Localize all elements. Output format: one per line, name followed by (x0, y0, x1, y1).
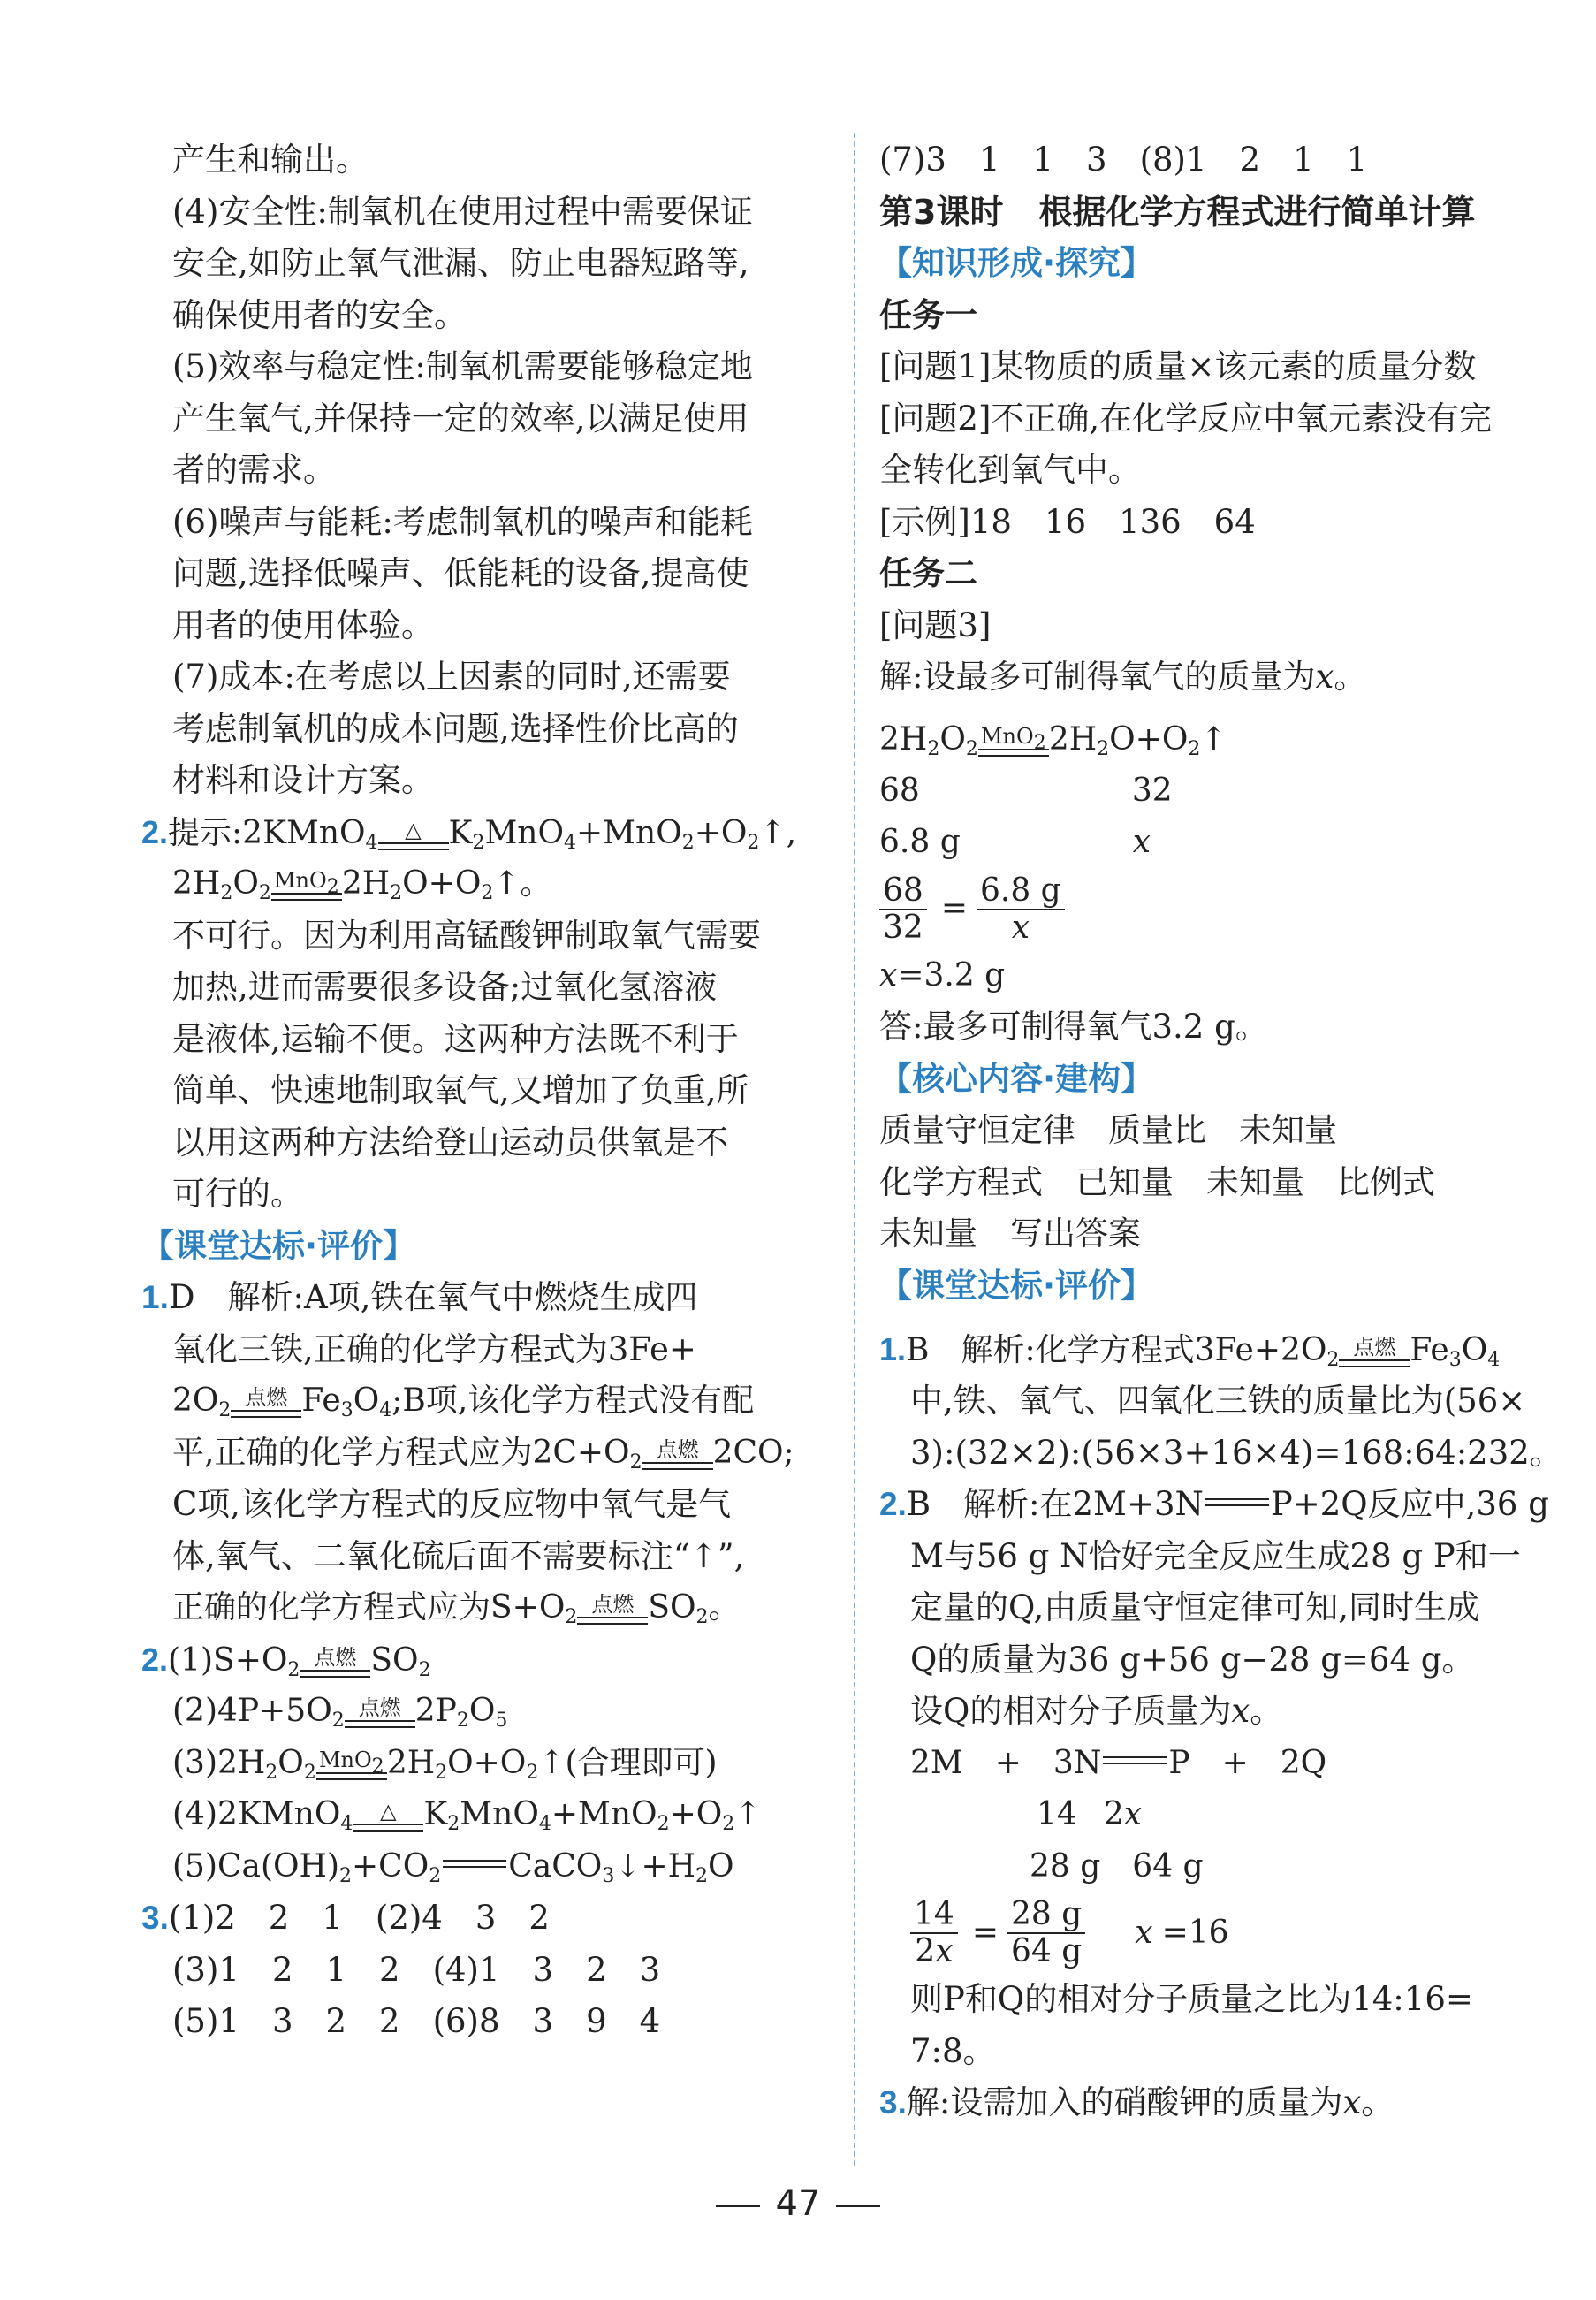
text-line: 产生氧气,并保持一定的效率,以满足使用 (172, 399, 749, 438)
answer-2-eq-2: $(2)4P+5O_2$ 点燃 $2P_2O_5$ (172, 1693, 508, 1732)
answer-3-line: 3.(1)2 2 1 (2)4 3 2 (141, 1899, 550, 1937)
text-line: 质量守恒定律 质量比 未知量 (879, 1111, 1337, 1149)
text-line: 中,铁、氧气、四氧化三铁的质量比为(56× (910, 1382, 1526, 1420)
text-line: 问题,选择低噪声、低能耗的设备,提高使 (172, 554, 749, 592)
section-heading: 【核心内容·建构】 (879, 1059, 1154, 1098)
text-line: [问题2]不正确,在化学反应中氧元素没有完 (879, 399, 1493, 438)
text-line: 氧化三铁,正确的化学方程式为3Fe+ (172, 1329, 696, 1368)
text-line: [问题3] (879, 605, 992, 644)
text-line: 简单、快速地制取氧气,又增加了负重,所 (172, 1071, 749, 1109)
hint-equation-2: $2H_2O_2$ MnO$_2$ $2H_2O+O_2↑$。 (172, 865, 552, 904)
text-line: [示例]18 16 136 64 (879, 502, 1256, 541)
text-line: 答:最多可制得氧气3.2 g。 (879, 1008, 1268, 1046)
text-line: 是液体,运输不便。这两种方法既不利于 (172, 1019, 739, 1058)
answer-1-equation: $2O_2$ 点燃 $Fe_3O_4;B$项,该化学方程式没有配 (172, 1382, 755, 1421)
heat-condition: △ (378, 839, 449, 850)
text-line: [问题1]某物质的质量×该元素的质量分数 (879, 347, 1477, 385)
text-line: (5)1 3 2 2 (6)8 3 9 4 (172, 2002, 661, 2040)
text-line: 用者的使用体验。 (172, 605, 434, 644)
answer-1-equation-3: 正确的化学方程式应为$S+O_2$ 点燃 $SO_2$。 (172, 1589, 741, 1628)
answer-b2-line: 2.B 解析:在2M+3N P+2Q反应中,36 g (879, 1485, 1549, 1523)
proportion-2: $\frac{14}{2x}$ = $\frac{28 g}{64 g}$ x =16 (879, 1893, 1533, 1974)
equation-h2o2: $2H_2O_2$ MnO$_2$ $2H_2O+O_2↑$ (879, 720, 1227, 760)
text-line: 解:设最多可制得氧气的质量为x。 (879, 658, 1367, 696)
text-line: 安全,如防止氧气泄漏、防止电器短路等, (172, 244, 749, 282)
text-line: 产生和输出。 (172, 141, 369, 179)
text-line: 者的需求。 (172, 451, 336, 489)
reaction-line: 2M + 3N P + 2Q (910, 1744, 1327, 1781)
hint-equation-1: 2.提示:2KMnO$_4$ △ $K_2MnO_4+MnO_2+O_2↑$, (141, 813, 797, 854)
text-line: 考虑制氧机的成本问题,选择性价比高的 (172, 709, 739, 748)
text-line: 定量的Q,由质量守恒定律可知,同时生成 (910, 1588, 1480, 1626)
mass-row: 14 2x (1037, 1796, 1143, 1832)
answer-2-eq-4: (4)2KMnO$_4$ △ $K_2MnO_4+MnO_2+O_2↑$ (172, 1796, 762, 1835)
text-line: 以用这两种方法给登山运动员供氧是不 (172, 1123, 728, 1161)
question-number: 2. (141, 813, 169, 850)
column-divider (854, 133, 855, 2166)
text-line: 未知量 写出答案 (879, 1215, 1141, 1253)
mass-row-2: 6.8 g x (879, 824, 1151, 860)
text-line: (7)3 1 1 3 (8)1 2 1 1 (879, 141, 1368, 179)
lesson-title: 第3课时 根据化学方程式进行简单计算 (879, 192, 1476, 232)
text-line: M与56 g N恰好完全反应生成28 g P和一 (910, 1536, 1521, 1575)
result-line: x=3.2 g (879, 956, 1006, 994)
text-line: 化学方程式 已知量 未知量 比例式 (879, 1162, 1435, 1201)
section-heading: 【课堂达标·评价】 (879, 1266, 1154, 1305)
text-line: C项,该化学方程式的反应物中氧气是气 (172, 1485, 732, 1523)
text-line: 3):(32×2):(56×3+16×4)=168:64:232。 (910, 1433, 1562, 1472)
text-line: Q的质量为36 g+56 g−28 g=64 g。 (910, 1640, 1475, 1679)
text-line: 不可行。因为利用高锰酸钾制取氧气需要 (172, 916, 761, 955)
text-line: (5)效率与稳定性:制氧机需要能够稳定地 (172, 347, 753, 385)
right-column (879, 134, 1562, 2129)
section-heading: 【知识形成·探究】 (879, 244, 1154, 282)
answer-2-eq-5: $(5)Ca(OH)_2+CO_2$ $CaCO_3↓+H_2O$ (172, 1847, 734, 1887)
text-line: 材料和设计方案。 (172, 761, 434, 799)
task-heading: 任务二 (879, 554, 977, 592)
text-line: 可行的。 (172, 1175, 303, 1213)
mass-row-1: 68 32 (879, 772, 1173, 809)
text-line: 加热,进而需要很多设备;过氧化氢溶液 (172, 968, 718, 1006)
text-line: 确保使用者的安全。 (172, 295, 467, 334)
text-line: 全转化到氧气中。 (879, 451, 1141, 489)
section-heading: 【课堂达标·评价】 (141, 1226, 416, 1265)
answer-b1-line: 1.B 解析:化学方程式$3Fe+2O_2$ 点燃 $Fe_3O_4$ (879, 1331, 1501, 1371)
text-line: (6)噪声与能耗:考虑制氧机的噪声和能耗 (172, 502, 753, 541)
answer-2-eq-3: $(3)2H_2O_2$ MnO$_2$ $2H_2O+O_2↑$(合理即可) (172, 1744, 718, 1784)
answer-1-line: 1.D 解析:A项,铁在氧气中燃烧生成四 (141, 1278, 698, 1316)
proportion: $\frac{68}{32}$ = $\frac{6.8 g}{x}$ (879, 869, 1533, 950)
answer-1-equation-2: 平,正确的化学方程式应为$2C+O_2$ 点燃 2CO; (172, 1434, 794, 1474)
task-heading: 任务一 (879, 295, 977, 334)
text-line: (7)成本:在考虑以上因素的同时,还需要 (172, 658, 731, 696)
answer-2-eq-1: $2.(1)S+O_2$ 点燃 $SO_2$ (141, 1641, 431, 1681)
text-line: 设Q的相对分子质量为x。 (910, 1692, 1283, 1730)
text-line: 体,氧气、二氧化硫后面不需要标注“↑”, (172, 1536, 745, 1575)
mass-row: 28 g 64 g (1030, 1847, 1204, 1885)
page-number: 47 (0, 2183, 1596, 2224)
mno2-condition: MnO$_2$ (271, 889, 342, 901)
text-line: 则P和Q的相对分子质量之比为14:16= (910, 1980, 1473, 2018)
text-line: 7:8。 (910, 2031, 996, 2070)
text-line: (4)安全性:制氧机在使用过程中需要保证 (172, 192, 753, 231)
answer-b3-line: 3.解:设需加入的硝酸钾的质量为x。 (879, 2083, 1395, 2121)
text-line: (3)1 2 1 2 (4)1 3 2 3 (172, 1950, 661, 1989)
left-column (141, 134, 826, 2048)
